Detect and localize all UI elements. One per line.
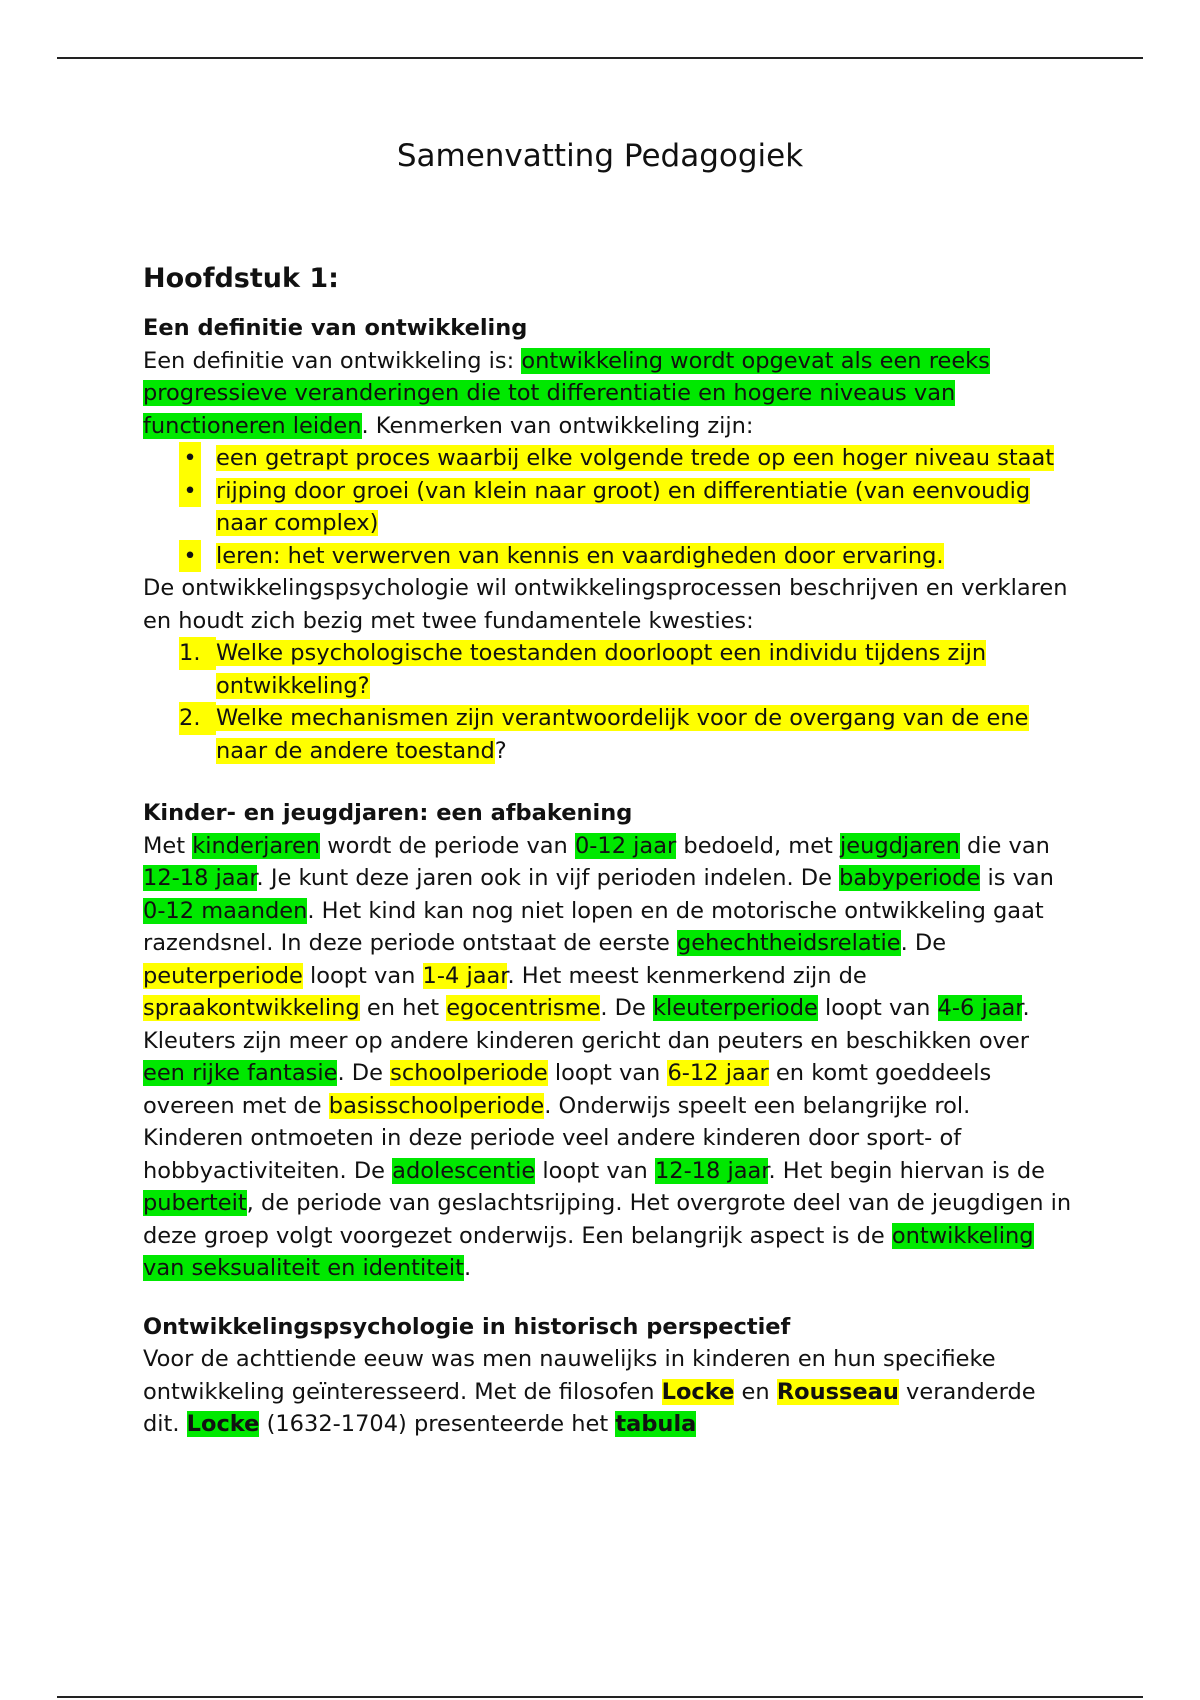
highlighted-text: Locke — [186, 1411, 260, 1437]
text-span: loopt van — [302, 962, 423, 989]
section-heading-afbakening: Kinder- en jeugdjaren: een afbakening — [143, 800, 633, 826]
list-item — [143, 702, 1073, 767]
text-span: . De — [900, 930, 947, 956]
text-span: Voor de achttiende eeuw was men nauwelijks in kinderen en hun specifieke ontwikkeling geïnteresseerd. Met de filosofen — [143, 1346, 996, 1405]
list-item — [143, 475, 1073, 540]
highlighted-text: jeugdjaren — [840, 832, 960, 859]
highlighted-text: basisschoolperiode — [328, 1092, 545, 1119]
document-body — [143, 262, 1073, 1441]
text-span: en komt goeddeels overeen met de — [143, 1060, 992, 1119]
definition-highlight: ontwikkeling wordt opgevat als een reeks progressieve veranderingen die tot differentiatie en hogere niveaus van functioneren leiden — [143, 347, 990, 439]
highlighted-text: Locke — [661, 1378, 735, 1405]
bullet-marker: • — [179, 540, 201, 573]
text-span: . Het kind kan nog niet lopen en de motorische ontwikkeling gaat razendsnel. In deze periode ontstaat de eerste — [143, 897, 1044, 956]
text-span: loopt van — [547, 1060, 668, 1086]
kwesties-paragraph: De ontwikkelingspsychologie wil ontwikkelingsprocessen beschrijven en verklaren en houdt zich bezig met twee fundamentele kwesties: — [143, 575, 1068, 634]
highlighted-text: Welke psychologische toestanden doorloopt een individu tijdens zijn ontwikkeling? — [216, 640, 987, 699]
section-heading-definitie: Een definitie van ontwikkeling — [143, 315, 528, 341]
text-span: (1632-1704) presenteerde het — [259, 1411, 616, 1437]
text-span: . Kenmerken van ontwikkeling zijn: — [361, 412, 754, 439]
highlighted-text: 0-12 jaar — [574, 832, 677, 859]
historisch-paragraph — [143, 1343, 1073, 1441]
spacer — [143, 1285, 1073, 1311]
text-span: bedoeld, met — [676, 832, 841, 859]
text-span: Een definitie van ontwikkeling is: — [143, 347, 522, 374]
spacer — [143, 767, 1073, 797]
highlighted-text: schoolperiode — [390, 1060, 548, 1086]
bottom-rule — [57, 1696, 1143, 1698]
text-span: die van — [959, 832, 1050, 859]
text-span: . Je kunt deze jaren ook in vijf perioden indelen. De — [256, 865, 840, 891]
text-span: loopt van — [817, 995, 938, 1021]
highlighted-text: 6-12 jaar — [667, 1060, 769, 1086]
text-span: . — [463, 1255, 472, 1281]
text-span: Met — [143, 832, 193, 859]
highlighted-text: 12-18 jaar — [143, 865, 257, 891]
highlighted-text: leren: het verwerven van kennis en vaardigheden door ervaring. — [216, 542, 944, 569]
highlighted-text: 0-12 maanden — [143, 897, 308, 924]
kenmerken-list — [143, 442, 1073, 572]
text-span: en — [734, 1378, 777, 1405]
highlighted-text: ontwikkeling van seksualiteit en identiteit — [143, 1222, 1034, 1281]
bullet-marker: • — [179, 442, 201, 475]
list-number: 1. — [179, 637, 216, 670]
text-span: en het — [359, 995, 447, 1021]
text-span: ? — [494, 737, 507, 764]
highlighted-text: een getrapt proces waarbij elke volgende trede op een hoger niveau staat — [216, 445, 1055, 471]
highlighted-text: rijping door groei (van klein naar groot) en differentiatie (van eenvoudig naar complex) — [216, 477, 1031, 536]
highlighted-text: kleuterperiode — [653, 995, 818, 1021]
highlighted-text: Welke mechanismen zijn verantwoordelijk voor de overgang van de ene naar de andere toestand — [216, 705, 1029, 764]
highlighted-text: peuterperiode — [143, 962, 303, 989]
highlighted-text: 4-6 jaar — [937, 995, 1023, 1021]
highlighted-text: adolescentie — [392, 1157, 536, 1184]
highlighted-text: tabula — [615, 1411, 697, 1437]
text-span: is van — [980, 865, 1054, 891]
document-title: Samenvatting Pedagogiek — [396, 138, 804, 174]
text-span: . Het meest kenmerkend zijn de — [507, 962, 867, 989]
text-span: , de periode van geslachtsrijping. Het overgrote deel van de jeugdigen in deze groep volgt voorgezet onderwijs. Een belangrijk aspect is de — [143, 1190, 1072, 1249]
kwesties-list — [143, 637, 1073, 767]
highlighted-text: 1-4 jaar — [422, 962, 508, 989]
list-item — [143, 540, 1073, 573]
highlighted-text: een rijke fantasie — [143, 1060, 338, 1086]
text-span: . De — [337, 1060, 391, 1086]
section-heading-historisch: Ontwikkelingspsychologie in historisch perspectief — [143, 1313, 791, 1340]
definition-paragraph — [143, 345, 1073, 443]
highlighted-text: gehechtheidsrelatie — [676, 930, 901, 956]
highlighted-text: egocentrisme — [446, 995, 601, 1021]
list-item — [143, 637, 1073, 702]
text-span: . Het begin hiervan is de — [768, 1157, 1045, 1184]
text-span: loopt van — [535, 1157, 655, 1184]
bullet-marker: • — [179, 475, 201, 508]
highlighted-text: kinderjaren — [192, 832, 321, 859]
text-span: . Onderwijs speelt een belangrijke rol. Kinderen ontmoeten in deze periode veel andere kinderen door sport- of hobbyactiviteiten. De — [143, 1092, 971, 1184]
highlighted-text: spraakontwikkeling — [143, 995, 360, 1021]
afbakening-paragraph — [143, 830, 1073, 1285]
text-span: . Kleuters zijn meer op andere kinderen gericht dan peuters en beschikken over — [143, 995, 1030, 1054]
text-span: . De — [600, 995, 653, 1021]
highlighted-text: puberteit — [143, 1190, 247, 1216]
highlighted-text: babyperiode — [839, 865, 981, 891]
text-span: wordt de periode van — [320, 832, 575, 859]
chapter-heading: Hoofdstuk 1: — [143, 263, 339, 294]
highlighted-text: 12-18 jaar — [654, 1157, 769, 1184]
highlighted-text: Rousseau — [776, 1378, 899, 1405]
list-number: 2. — [179, 702, 216, 735]
list-item — [143, 442, 1073, 475]
text-span: veranderde dit. — [143, 1378, 1036, 1437]
top-rule — [57, 57, 1143, 59]
